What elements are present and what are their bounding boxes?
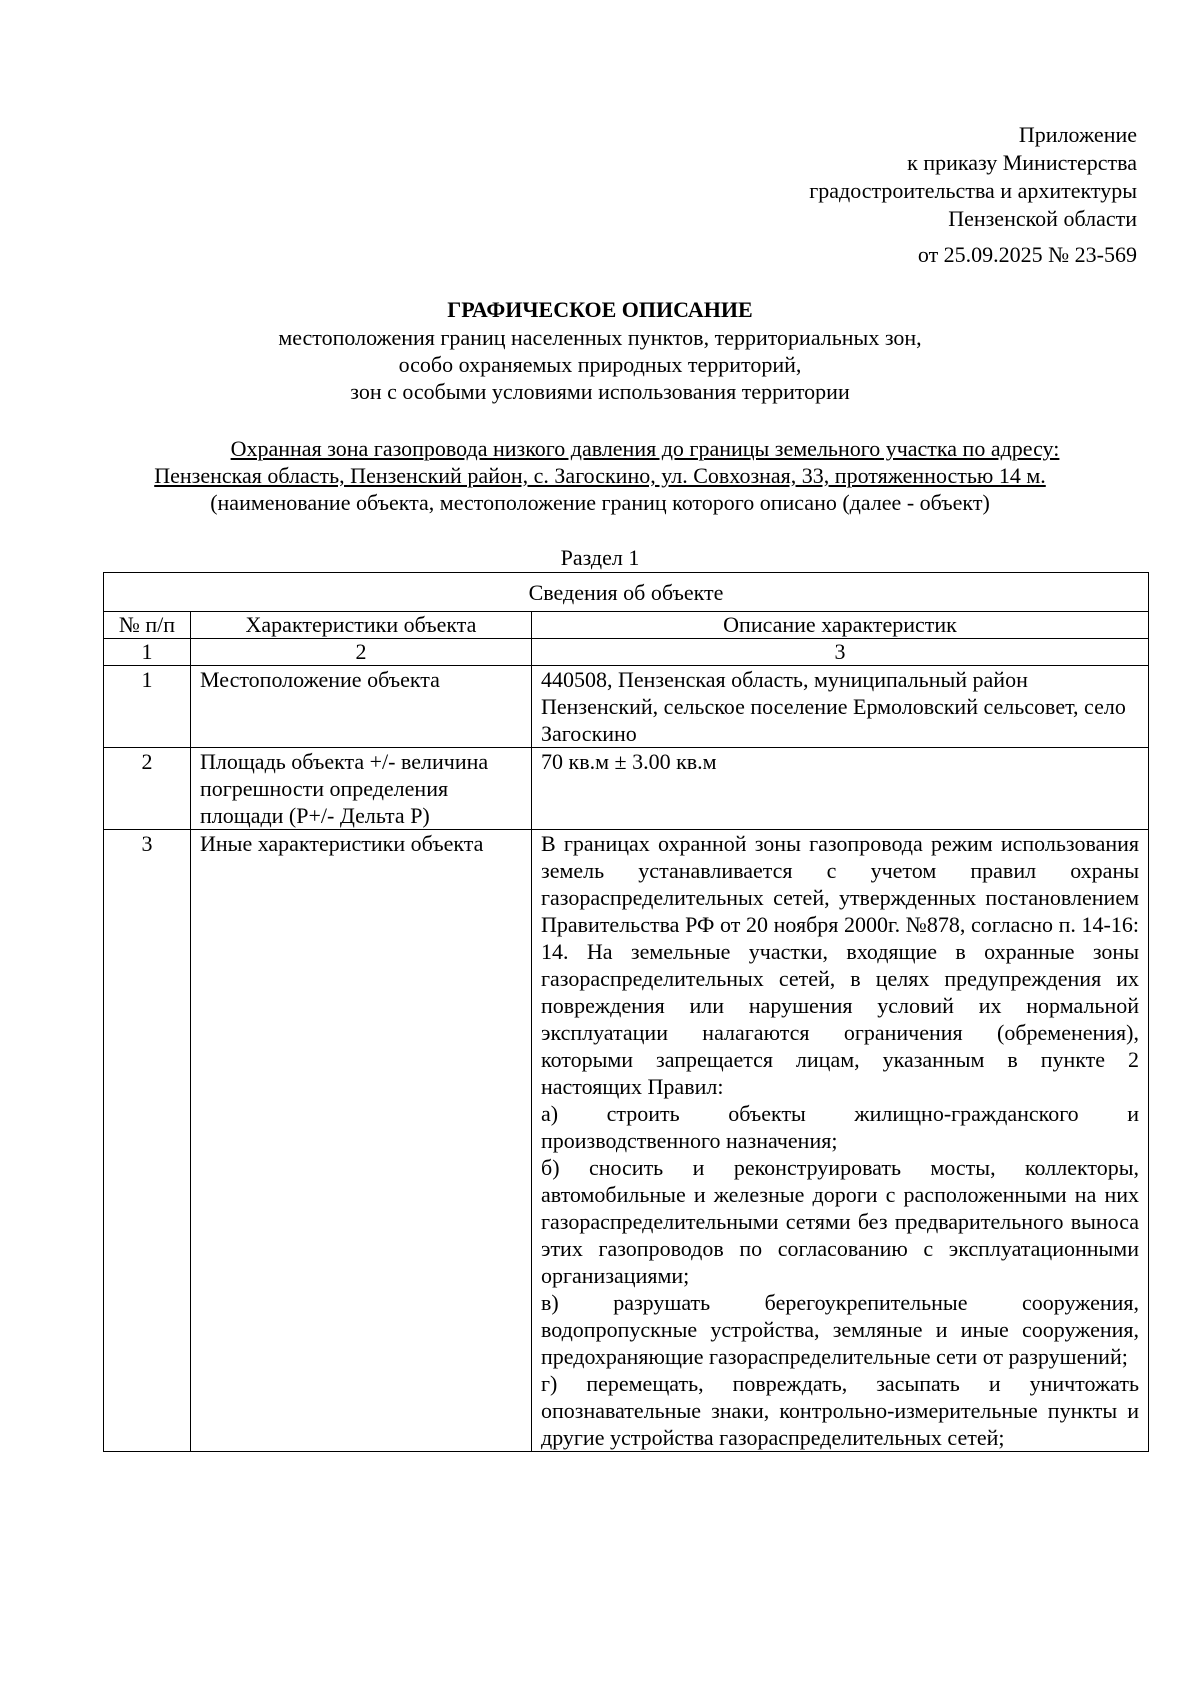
row-number: 2 [104,748,191,830]
table-row [104,830,1149,1452]
row-characteristic: Иные характеристики объекта [191,830,532,1452]
table-column-number-row [104,639,1149,666]
row-number: 3 [104,830,191,1452]
row-description-paragraph: в) разрушать берегоукрепительные сооружения, водопропускные устройства, земляные и иные сооружения, предохраняющие газораспределительные сети от разрушений; [541,1290,1139,1369]
table-header-cell: Характеристики объекта [191,612,532,639]
row-description [532,666,1149,748]
table-row [104,748,1149,830]
table-column-number: 2 [191,639,532,666]
appendix-line: к приказу Министерства [907,150,1137,175]
table-header-cell: Описание характеристик [532,612,1149,639]
document-subtitle: местоположения границ населенных пунктов, территориальных зон, [278,325,922,350]
document-subtitle: особо охраняемых природных территорий, [398,352,802,377]
table-header-cell: № п/п [104,612,191,639]
table-caption-row [104,573,1149,612]
row-characteristic: Местоположение объекта [191,666,532,748]
appendix-block [809,121,1137,269]
object-name-line: Пензенская область, Пензенский район, с. Загоскино, ул. Совхозная, 33, протяженностью 14 м. [154,463,1046,488]
object-name-block [0,435,1200,516]
appendix-line: градостроительства и архитектуры [809,178,1137,203]
row-description [532,830,1149,1452]
table-caption: Сведения об объекте [104,573,1149,612]
document-subtitle: зон с особыми условиями использования территории [350,379,850,404]
table-header-row [104,612,1149,639]
row-description-paragraph: а) строить объекты жилищно-гражданского и производственного назначения; [541,1101,1139,1153]
row-description-paragraph: г) перемещать, повреждать, засыпать и уничтожать опознавательные знаки, контрольно-измерительные пункты и другие устройства газораспределительных сетей; [541,1371,1139,1450]
table-column-number: 1 [104,639,191,666]
object-info-table [103,572,1149,1452]
row-description-paragraph: 440508, Пензенская область, муниципальный район Пензенский, сельское поселение Ермоловский сельсовет, село Загоскино [541,667,1126,746]
appendix-order-date: от 25.09.2025 № 23-569 [917,242,1137,267]
document-title: ГРАФИЧЕСКОЕ ОПИСАНИЕ [447,297,753,322]
row-description-paragraph: В границах охранной зоны газопровода режим использования земель устанавливается с учетом правил охраны газораспределительных сетей, утвержденных постановлением Правительства РФ от 20 ноября 2000г. №878, согласно п. 14-16: 14. На земельные участки, входящие в охранные зоны газораспределительных сетей, в целях предупреждения их повреждения или нарушения условий их нормальной эксплуатации налагаются ограничения (обременения), которыми запрещается лицам, указанным в пункте 2 настоящих Правил: [541,831,1139,1099]
table-column-number: 3 [532,639,1149,666]
object-name-note: (наименование объекта, местоположение границ которого описано (далее - объект) [210,490,990,515]
row-description-paragraph: 70 кв.м ± 3.00 кв.м [541,749,717,774]
table-row [104,666,1149,748]
row-description [532,748,1149,830]
section-label: Раздел 1 [560,545,640,570]
document-title-block [0,296,1200,405]
object-name-line: Охранная зона газопровода низкого давления до границы земельного участка по адресу: [230,436,1060,461]
row-number: 1 [104,666,191,748]
row-characteristic: Площадь объекта +/- величина погрешности определения площади (P+/- Дельта P) [191,748,532,830]
appendix-line: Приложение [1018,122,1137,147]
row-description-paragraph: б) сносить и реконструировать мосты, коллекторы, автомобильные и железные дороги с расположенными на них газораспределительными сетями без предварительного выноса этих газопроводов по согласованию с эксплуатационными организациями; [541,1155,1139,1288]
appendix-line: Пензенской области [948,206,1137,231]
